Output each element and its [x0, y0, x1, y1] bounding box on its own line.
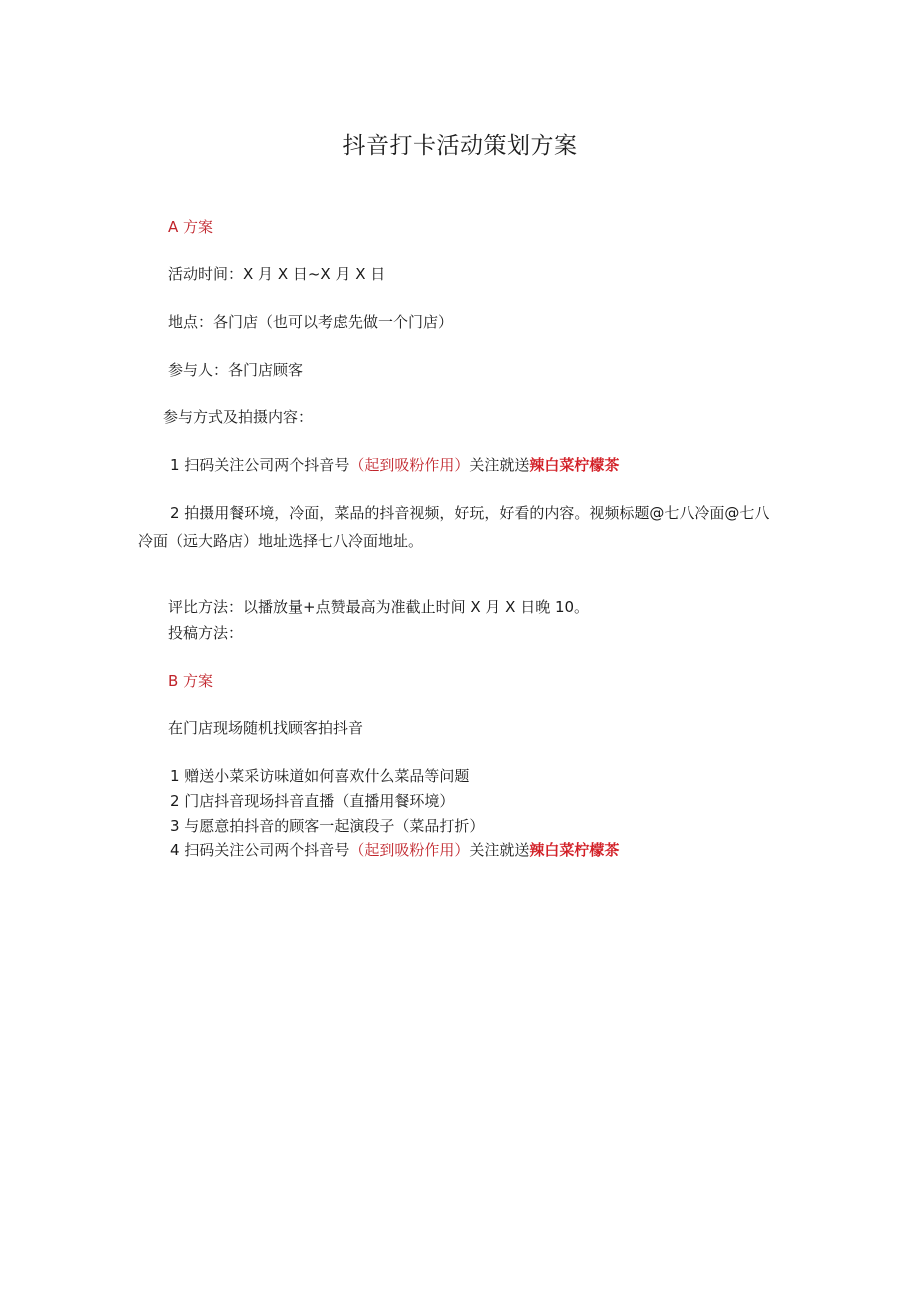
plan-a-item-1-prefix: 1 扫码关注公司两个抖音号: [170, 456, 350, 474]
plan-a-location: 地点：各门店（也可以考虑先做一个门店）: [168, 313, 454, 331]
plan-a-item-1-reward: 辣白菜柠檬茶: [529, 456, 620, 474]
plan-b-item-4: [170, 840, 619, 860]
plan-a-heading: A 方案: [168, 218, 214, 236]
plan-a-time: 活动时间：X 月 X 日~X 月 X 日: [168, 265, 386, 283]
plan-b-heading: B 方案: [168, 672, 214, 690]
plan-a-item-2: 2 拍摄用餐环境，冷面，菜品的抖音视频，好玩，好看的内容。视频标题@七八冷面@七八冷面（远大路店）地址选择七八冷面地址。: [138, 504, 770, 550]
plan-b-item-1: 1 赠送小菜采访味道如何喜欢什么菜品等问题: [170, 767, 470, 785]
plan-a-participants: 参与人：各门店顾客: [168, 361, 304, 379]
plan-b-item-3: 3 与愿意拍抖音的顾客一起演段子（菜品打折）: [170, 817, 485, 835]
document-title: 抖音打卡活动策划方案: [342, 133, 578, 159]
plan-a-method-title: 参与方式及拍摄内容：: [163, 408, 314, 426]
plan-b-item-4-middle: 关注就送: [469, 841, 530, 859]
plan-a-item-1-highlight: （起到吸粉作用）: [349, 456, 470, 474]
plan-a-item-1: [170, 455, 619, 475]
plan-b-item-4-highlight: （起到吸粉作用）: [349, 841, 470, 859]
plan-a-evaluation: 评比方法：以播放量+点赞最高为准截止时间 X 月 X 日晚 10。: [168, 598, 590, 616]
plan-b-item-2: 2 门店抖音现场抖音直播（直播用餐环境）: [170, 792, 455, 810]
plan-b-item-4-reward: 辣白菜柠檬茶: [529, 841, 620, 859]
plan-a-item-1-middle: 关注就送: [469, 456, 530, 474]
plan-b-item-4-prefix: 4 扫码关注公司两个抖音号: [170, 841, 350, 859]
plan-a-submission: 投稿方法：: [168, 624, 244, 642]
plan-b-intro: 在门店现场随机找顾客拍抖音: [168, 719, 364, 737]
